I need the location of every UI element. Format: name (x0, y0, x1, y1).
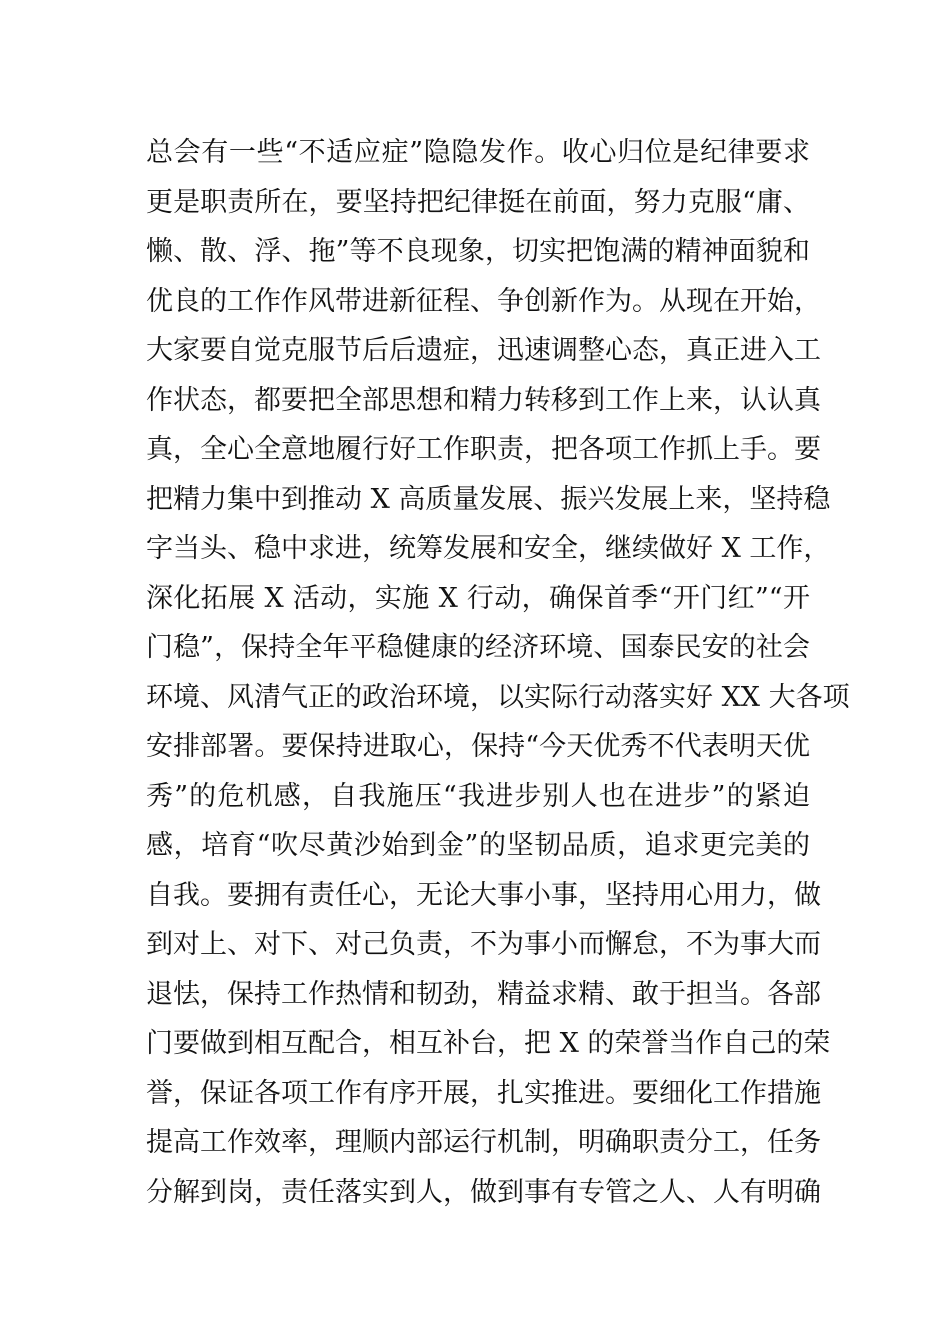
text-line-15: 感，培育“吹尽黄沙始到金”的坚韧品质，追求更完美的 (146, 830, 810, 861)
text-line-20: 誉，保证各项工作有序开展，扎实推进。要细化工作措施 (146, 1077, 821, 1109)
text-line-10: 深化拓展 X 活动，实施 X 行动，确保首季“开门红”“开 (146, 582, 810, 614)
text-line-18: 退怯，保持工作热情和韧劲，精益求精、敢于担当。各部 (146, 978, 821, 1010)
text-line-1: 总会有一些“不适应症”隐隐发作。收心归位是纪律要求 (146, 137, 810, 168)
text-line-13: 安排部署。要保持进取心，保持“今天优秀不代表明天优 (146, 731, 810, 762)
text-line-14: 秀”的危机感，自我施压“我进步别人也在进步”的紧迫 (146, 780, 810, 812)
text-line-19: 门要做到相互配合，相互补台，把 X 的荣誉当作自己的荣 (146, 1028, 831, 1059)
text-line-5: 大家要自觉克服节后后遗症，迅速调整心态，真正进入工 (146, 335, 821, 366)
text-line-8: 把精力集中到推动 X 高质量发展、振兴发展上来，坚持稳 (146, 483, 831, 515)
text-line-11: 门稳”，保持全年平稳健康的经济环境、国泰民安的社会 (146, 632, 810, 663)
text-line-3: 懒、散、浮、拖”等不良现象，切实把饱满的精神面貌和 (146, 236, 810, 267)
body-text (146, 128, 850, 1217)
text-line-7: 真，全心全意地履行好工作职责，把各项工作抓上手。要 (146, 434, 821, 465)
text-line-17: 到对上、对下、对己负责，不为事小而懈怠，不为事大而 (146, 929, 821, 960)
text-line-6: 作状态，都要把全部思想和精力转移到工作上来，认认真 (146, 384, 821, 416)
text-line-16: 自我。要拥有责任心，无论大事小事，坚持用心用力，做 (146, 879, 821, 911)
text-line-9: 字当头、稳中求进，统筹发展和安全，继续做好 X 工作， (146, 533, 831, 564)
text-line-22: 分解到岗，责任落实到人，做到事有专管之人、人有明确 (146, 1176, 821, 1208)
text-line-2: 更是职责所在，要坚持把纪律挺在前面，努力克服“庸、 (146, 186, 810, 218)
text-line-12: 环境、风清气正的政治环境，以实际行动落实好 XX 大各项 (146, 681, 850, 713)
text-line-21: 提高工作效率，理顺内部运行机制，明确职责分工，任务 (146, 1127, 821, 1158)
text-line-4: 优良的工作作风带进新征程、争创新作为。从现在开始， (146, 285, 821, 317)
